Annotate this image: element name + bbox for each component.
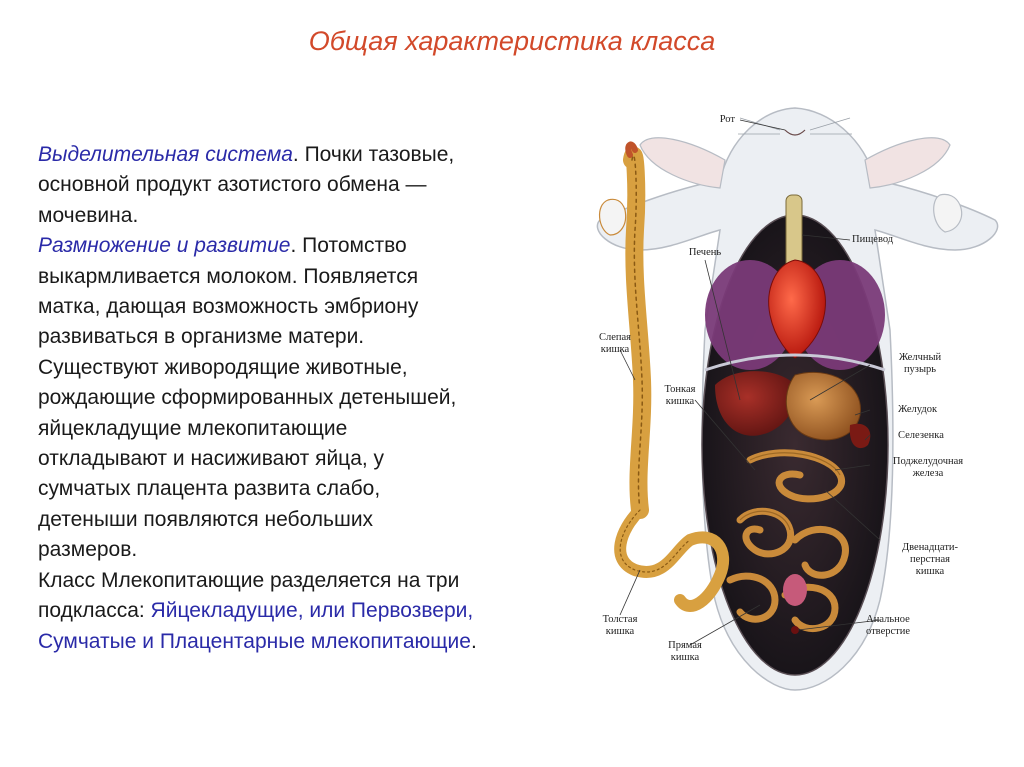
slide-title: Общая характеристика класса [308,26,716,56]
label-large-int-2: кишка [605,626,635,637]
text-line: подкласса: Яйцекладущие, или Первозвери, [38,599,474,623]
label-mouth: Рот [719,114,735,125]
text-line: сумчатых плацента развита слабо, [38,477,381,501]
label-anus-2: отверстие [865,626,911,637]
rabbit-anatomy-figure [580,100,1020,700]
text-line: яйцекладущие млекопитающие [38,416,348,440]
label-cecum-1: Слепая [598,332,632,343]
label-pancreas-2: железа [912,468,944,479]
label-pancreas-1: Поджелудочная [892,456,964,467]
label-small-int-1: Тонкая [664,384,696,395]
text-line: Сумчатые и Плацентарные млекопитающие. [38,629,477,653]
term-reproduction: Размножение и развитие [38,234,291,258]
label-gallbladder-2: пузырь [903,364,937,375]
subclasses-list: Сумчатые и Плацентарные млекопитающие [38,629,471,653]
label-rectum-2: кишка [670,652,700,663]
label-cecum-2: кишка [600,344,630,355]
text-line: Размножение и развитие. Потомство [38,234,407,258]
text-line: Класс Млекопитающие разделяется на три [38,568,460,592]
rabbit-anatomy-illustration [580,100,1020,700]
label-gallbladder-1: Желчный [898,352,942,363]
text-line: мочевина. [38,203,139,227]
text-line: размеров. [38,538,138,562]
label-duodenum-3: кишка [915,566,945,577]
term-excretory: Выделительная система [38,143,293,166]
label-esophagus: Пищевод [852,234,894,245]
label-large-int-1: Толстая [602,614,638,625]
label-small-int-2: кишка [665,396,695,407]
text-line: Существуют живородящие животные, [38,355,408,379]
text-line: развиваться в организме матери. [38,325,365,349]
text-line: основной продукт азотистого обмена — [38,173,427,197]
label-stomach: Желудок [898,404,938,415]
label-rectum-1: Прямая [668,640,702,651]
label-spleen: Селезенка [898,430,944,441]
label-anus-1: Анальное [866,614,910,625]
text-line: Выделительная система. Почки тазовые, [38,143,455,166]
text-line: выкармливается молоком. Появляется [38,264,419,288]
text-line: откладывают и насиживают яйца, у [38,447,385,471]
label-duodenum-2: перстная [910,554,950,565]
main-text [38,140,578,657]
label-liver: Печень [688,247,722,258]
text-line: детеныши появляются небольших [38,507,374,531]
text-line: рождающие сформированных детенышей, [38,386,457,410]
label-duodenum-1: Двенадцати- [901,542,959,553]
text-line: матка, дающая возможность эмбриону [38,295,419,319]
subclasses-list: Яйцекладущие, или Первозвери, [150,599,474,623]
